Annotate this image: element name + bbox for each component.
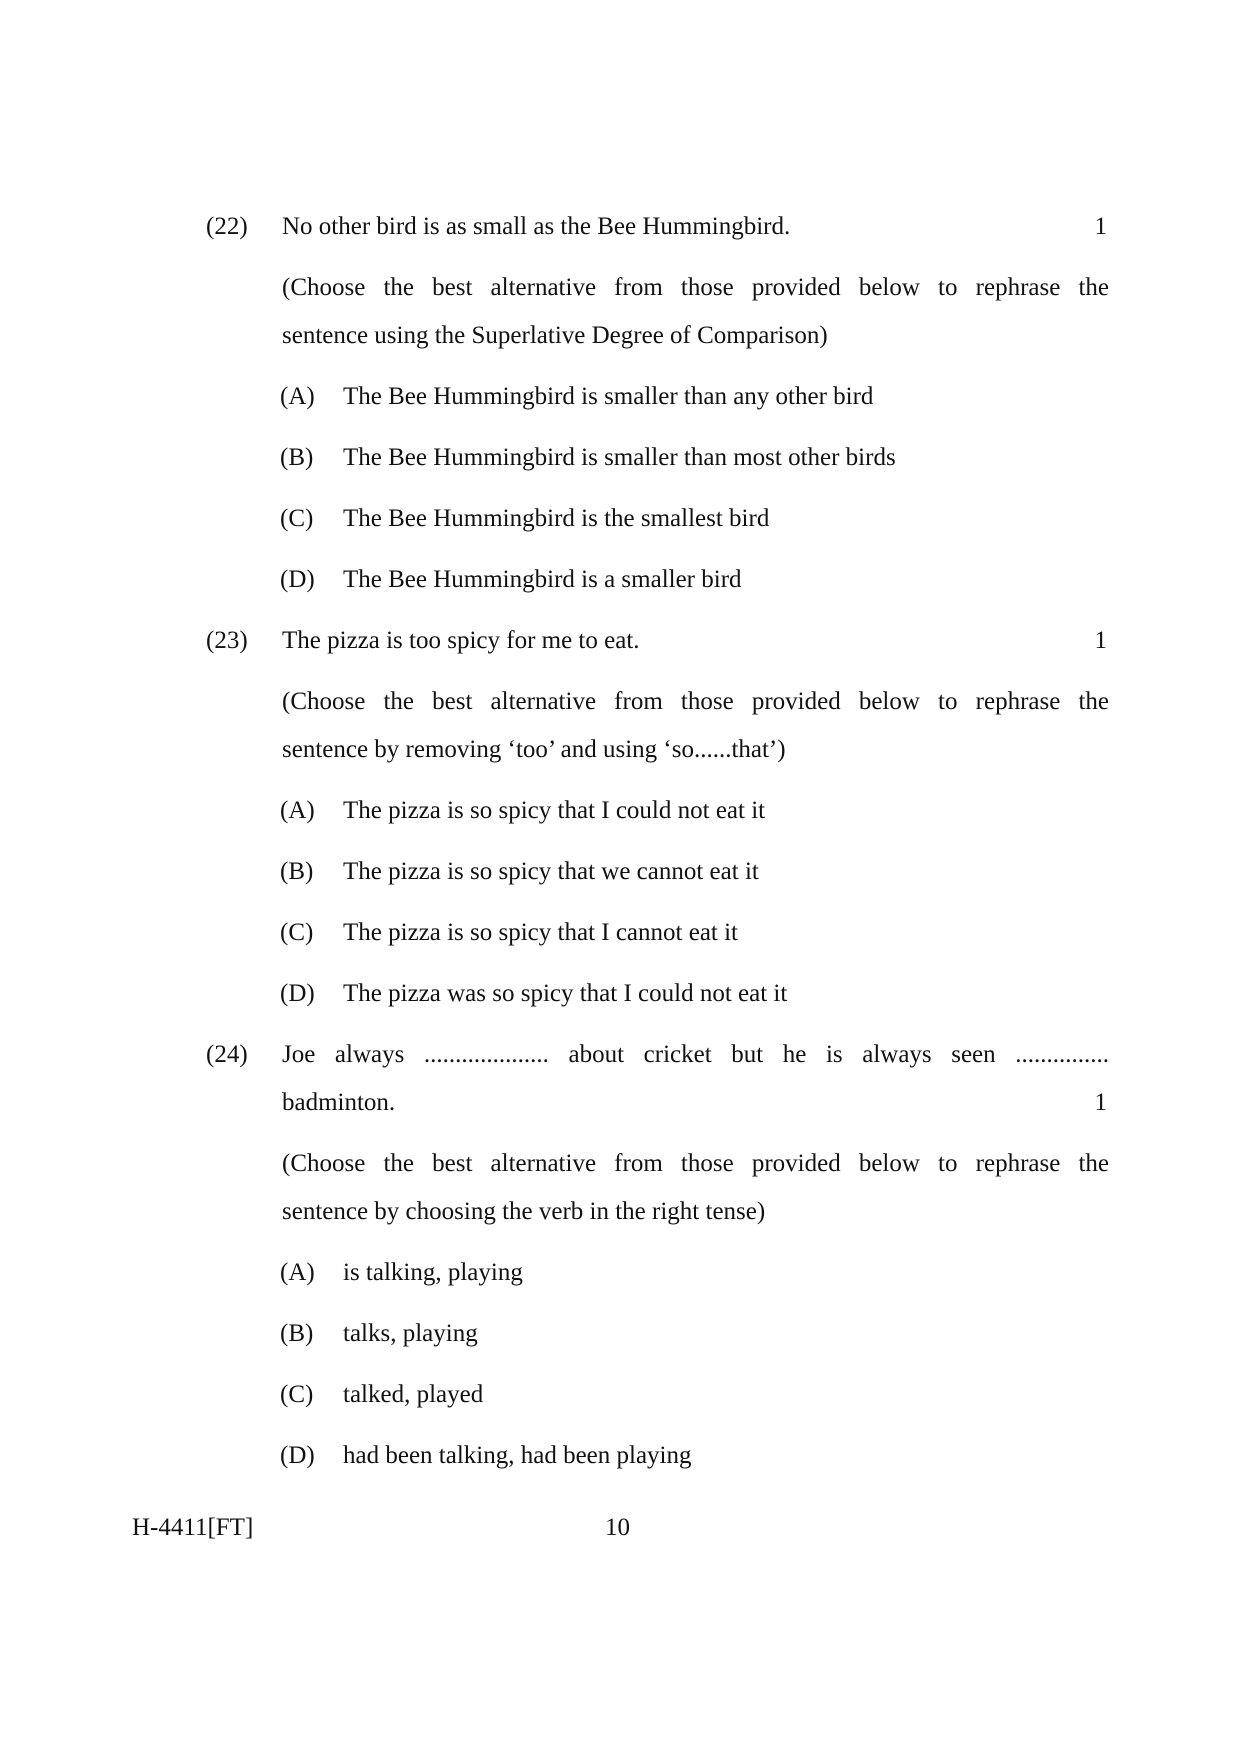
option-letter: (C) [280,505,314,532]
option-text: The Bee Hummingbird is the smallest bird [343,505,770,532]
instruction-line: (Choose the best alternative from those provided below to rephrase the [282,1150,1109,1177]
question-number: (23) [206,627,248,654]
option-letter: (D) [280,980,315,1007]
option-text: The Bee Hummingbird is smaller than most other birds [343,444,896,471]
option-text: talked, played [343,1381,484,1408]
option-text: The Bee Hummingbird is smaller than any other bird [343,383,874,410]
question-stem: The pizza is too spicy for me to eat. [282,627,640,654]
question-stem: Joe always .................... about cricket but he is always seen ............... [282,1041,1109,1068]
page-number: 10 [605,1514,630,1541]
marks: 1 [1094,627,1107,654]
option-letter: (D) [280,1442,315,1469]
option-letter: (C) [280,919,314,946]
option-letter: (B) [280,858,314,885]
option-letter: (A) [280,383,315,410]
option-text: The pizza is so spicy that I cannot eat it [343,919,739,946]
option-letter: (C) [280,1381,314,1408]
option-text: talks, playing [343,1320,478,1347]
option-text: The pizza is so spicy that I could not eat it [343,797,766,824]
instruction-line: (Choose the best alternative from those provided below to rephrase the [282,274,1109,301]
option-text: The Bee Hummingbird is a smaller bird [343,566,742,593]
question-number: (22) [206,213,248,240]
option-letter: (D) [280,566,315,593]
option-letter: (B) [280,1320,314,1347]
option-text: had been talking, had been playing [343,1442,692,1469]
marks: 1 [1094,213,1107,240]
paper-code: H-4411[FT] [132,1514,254,1541]
instruction-line: sentence by choosing the verb in the right tense) [282,1198,766,1225]
question-stem: No other bird is as small as the Bee Hummingbird. [282,213,791,240]
option-text: is talking, playing [343,1259,523,1286]
option-text: The pizza is so spicy that we cannot eat it [343,858,759,885]
instruction-line: sentence using the Superlative Degree of Comparison) [282,322,828,349]
option-letter: (A) [280,1259,315,1286]
option-letter: (A) [280,797,315,824]
option-text: The pizza was so spicy that I could not eat it [343,980,788,1007]
instruction-line: (Choose the best alternative from those provided below to rephrase the [282,688,1109,715]
option-letter: (B) [280,444,314,471]
question-stem-continued: badminton. [282,1089,396,1116]
instruction-line: sentence by removing ‘too’ and using ‘so......that’) [282,736,786,763]
marks: 1 [1094,1089,1107,1116]
question-number: (24) [206,1041,248,1068]
